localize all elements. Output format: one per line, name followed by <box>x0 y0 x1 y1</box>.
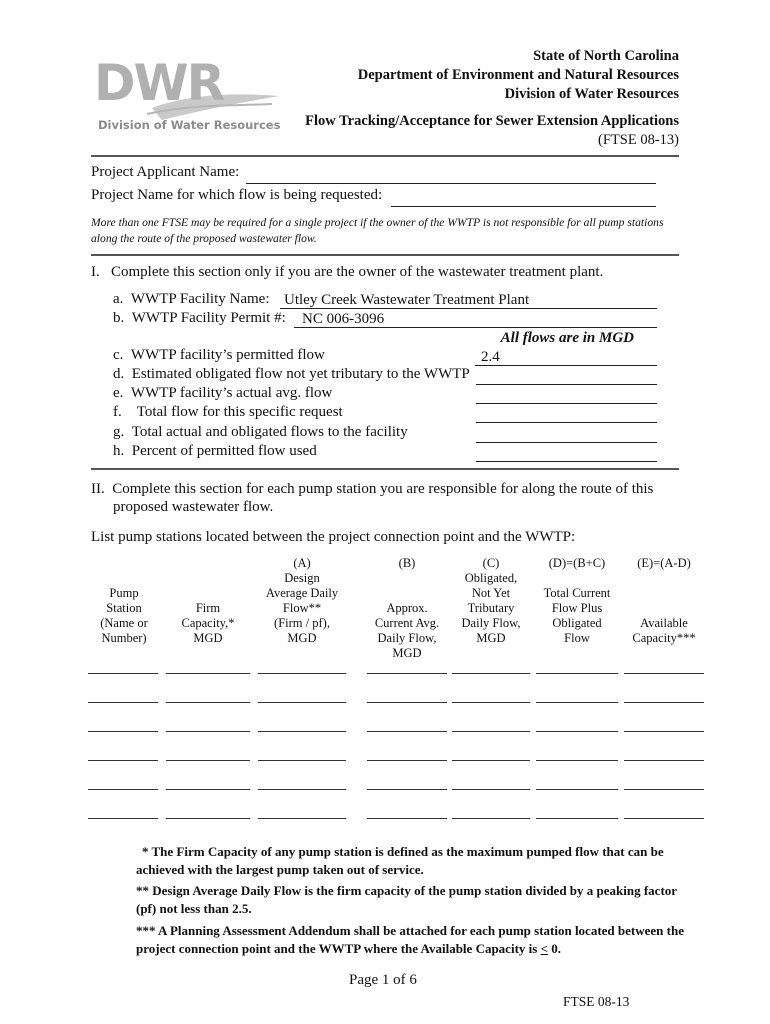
footnote-3-end: 0. <box>548 941 561 956</box>
page-number: Page 1 of 6 <box>349 972 417 988</box>
design-flow-cell[interactable] <box>258 702 346 703</box>
footnote-planning-addendum <box>136 922 696 958</box>
form-footer-code: FTSE 08-13 <box>563 994 630 1009</box>
obligated-flow-cell[interactable] <box>452 673 530 674</box>
actual-avg-flow-label: e. WWTP facility’s actual avg. flow <box>113 385 333 401</box>
pump-station-cell[interactable] <box>88 818 158 819</box>
agency-header <box>358 47 679 104</box>
dwr-logo <box>92 54 282 138</box>
form-title: Flow Tracking/Acceptance for Sewer Extension Applications <box>305 113 679 129</box>
current-flow-cell[interactable] <box>367 702 447 703</box>
col-obligated-flow: (C) Obligated, Not Yet Tributary Daily Flow, MGD <box>461 556 521 645</box>
total-flow-cell[interactable] <box>536 789 618 790</box>
facility-name-value: Utley Creek Wastewater Treatment Plant <box>284 292 530 308</box>
obligated-flow-field[interactable] <box>476 367 657 385</box>
total-flow-cell[interactable] <box>536 818 618 819</box>
available-capacity-cell[interactable] <box>624 702 704 703</box>
units-note: All flows are in MGD <box>500 330 634 346</box>
facility-permit-field[interactable] <box>294 310 657 328</box>
footnote-design-flow: ** Design Average Daily Flow is the firm capacity of the pump station divided by a peaking factor (pf) not less than 2.5. <box>136 883 677 916</box>
project-name-field[interactable] <box>391 189 656 207</box>
footnote-3-text: *** A Planning Assessment Addendum shall be attached for each pump station located between the project connection point and the WWTP where the Available Capacity is <box>136 923 684 956</box>
design-flow-cell[interactable] <box>258 789 346 790</box>
permitted-flow-value: 2.4 <box>481 349 500 365</box>
total-flow-cell[interactable] <box>536 702 618 703</box>
col-design-flow: (A) Design Average Daily Flow** (Firm / pf), MGD <box>265 556 339 645</box>
ftse-note: More than one FTSE may be required for a single project if the owner of the WWTP is not responsible for all pump stations along the route of the proposed wastewater flow. <box>91 216 664 245</box>
col-total-flow: (D)=(B+C) Total Current Flow Plus Obligated Flow <box>543 556 611 645</box>
current-flow-cell[interactable] <box>367 760 447 761</box>
total-flow-cell[interactable] <box>536 673 618 674</box>
col-pump-station: Pump Station (Name or Number) <box>100 586 148 645</box>
col-available-capacity: (E)=(A-D) Available Capacity*** <box>632 556 696 645</box>
facility-name-label: a. WWTP Facility Name: <box>113 291 270 307</box>
facility-permit-value: NC 006-3096 <box>302 311 385 327</box>
available-capacity-cell[interactable] <box>624 760 704 761</box>
firm-capacity-cell[interactable] <box>166 731 250 732</box>
firm-capacity-cell[interactable] <box>166 760 250 761</box>
permitted-flow-field[interactable] <box>475 348 657 366</box>
actual-avg-flow-field[interactable] <box>476 386 657 404</box>
obligated-flow-cell[interactable] <box>452 702 530 703</box>
project-name-label: Project Name for which flow is being requested: <box>91 187 383 203</box>
firm-capacity-cell[interactable] <box>166 673 250 674</box>
obligated-flow-cell[interactable] <box>452 760 530 761</box>
facility-name-field[interactable] <box>280 291 657 309</box>
request-flow-label: f. Total flow for this specific request <box>113 404 343 420</box>
pump-station-cell[interactable] <box>88 673 158 674</box>
divider <box>91 254 679 256</box>
form-title-block <box>305 112 679 150</box>
applicant-label: Project Applicant Name: <box>91 164 240 180</box>
pump-station-cell[interactable] <box>88 731 158 732</box>
percent-used-label: h. Percent of permitted flow used <box>113 443 317 459</box>
firm-capacity-cell[interactable] <box>166 702 250 703</box>
header-division: Division of Water Resources <box>504 86 679 102</box>
design-flow-cell[interactable] <box>258 673 346 674</box>
logo-subtitle: Division of Water Resources <box>98 118 281 132</box>
design-flow-cell[interactable] <box>258 818 346 819</box>
applicant-name-field[interactable] <box>246 166 656 184</box>
col-firm-capacity: Firm Capacity,* MGD <box>181 601 235 645</box>
firm-capacity-cell[interactable] <box>166 818 250 819</box>
section-2-heading: II. Complete this section for each pump station you are responsible for along the route of this <box>91 481 654 497</box>
current-flow-cell[interactable] <box>367 731 447 732</box>
header-department: Department of Environment and Natural Resources <box>357 67 679 83</box>
header-state: State of North Carolina <box>533 48 679 64</box>
col-current-flow: (B) Approx. Current Avg. Daily Flow, MGD <box>374 556 440 660</box>
available-capacity-cell[interactable] <box>624 673 704 674</box>
available-capacity-cell[interactable] <box>624 818 704 819</box>
pump-station-cell[interactable] <box>88 789 158 790</box>
obligated-flow-label: d. Estimated obligated flow not yet tributary to the WWTP <box>113 366 470 382</box>
total-flow-cell[interactable] <box>536 760 618 761</box>
design-flow-cell[interactable] <box>258 731 346 732</box>
design-flow-cell[interactable] <box>258 760 346 761</box>
pump-station-cell[interactable] <box>88 760 158 761</box>
current-flow-cell[interactable] <box>367 789 447 790</box>
available-capacity-cell[interactable] <box>624 789 704 790</box>
divider <box>91 468 679 470</box>
percent-used-field[interactable] <box>476 444 657 462</box>
total-flow-field[interactable] <box>476 425 657 443</box>
obligated-flow-cell[interactable] <box>452 731 530 732</box>
available-capacity-cell[interactable] <box>624 731 704 732</box>
section-1-heading: I. Complete this section only if you are the owner of the wastewater treatment plant. <box>91 264 604 280</box>
facility-permit-label: b. WWTP Facility Permit #: <box>113 310 286 326</box>
permitted-flow-label: c. WWTP facility’s permitted flow <box>113 347 325 363</box>
pump-list-intro: List pump stations located between the project connection point and the WWTP: <box>91 529 576 545</box>
footnote-3-symbol: < <box>540 941 548 956</box>
obligated-flow-cell[interactable] <box>452 789 530 790</box>
current-flow-cell[interactable] <box>367 818 447 819</box>
form-code: (FTSE 08-13) <box>598 132 679 148</box>
request-flow-field[interactable] <box>476 405 657 423</box>
firm-capacity-cell[interactable] <box>166 789 250 790</box>
pump-station-cell[interactable] <box>88 702 158 703</box>
divider <box>91 155 679 157</box>
logo-letters: DWR <box>94 54 224 112</box>
current-flow-cell[interactable] <box>367 673 447 674</box>
total-flow-cell[interactable] <box>536 731 618 732</box>
section-2-heading-cont: proposed wastewater flow. <box>113 499 274 515</box>
obligated-flow-cell[interactable] <box>452 818 530 819</box>
footnote-firm-capacity: * The Firm Capacity of any pump station is defined as the maximum pumped flow that can be achieved with the largest pump taken out of service. <box>136 844 664 877</box>
total-flow-label: g. Total actual and obligated flows to the facility <box>113 424 408 440</box>
